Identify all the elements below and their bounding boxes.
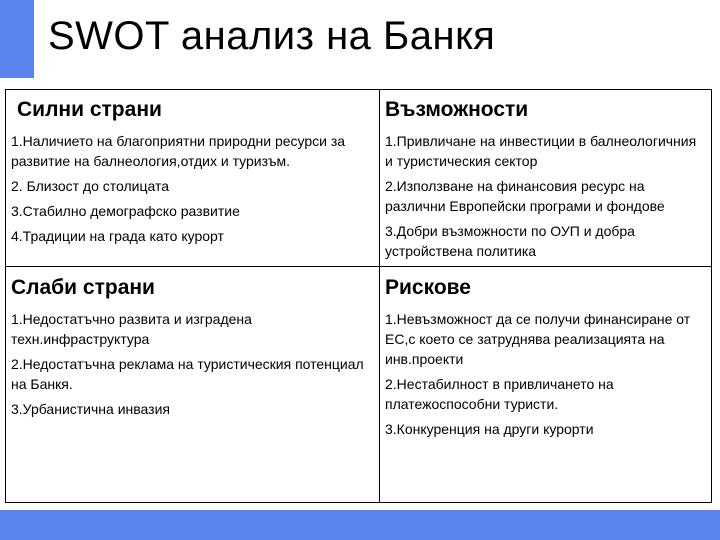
opportunities-heading: Възможности xyxy=(385,98,529,121)
strengths-cell xyxy=(6,90,380,267)
threats-cell xyxy=(380,267,712,503)
swot-row-bottom xyxy=(6,267,712,503)
strength-item: 4.Традиции на града като курорт xyxy=(11,228,224,244)
threat-item: 1.Невъзможност да се получи финансиране от ЕС,с което се затруднява реализацията на инв.проекти xyxy=(385,311,691,367)
footer-band xyxy=(0,510,720,540)
weakness-item: 1.Недостатъчно развита и изградена техн.инфраструктура xyxy=(11,311,252,347)
opportunity-item: 2.Използване на финансовия ресурс на различни Европейски програми и фондове xyxy=(385,178,665,214)
threat-item: 3.Конкуренция на други курорти xyxy=(385,421,594,437)
swot-table xyxy=(5,89,712,503)
slide-body xyxy=(0,78,720,510)
strength-item: 2. Близост до столицата xyxy=(11,178,170,194)
threats-heading: Рискове xyxy=(385,276,471,299)
opportunity-item: 3.Добри възможности по ОУП и добра устройствена политика xyxy=(385,223,635,259)
strength-item: 1.Наличието на благоприятни природни ресурси за развитие на балнеология,отдих и туризъм. xyxy=(11,133,346,169)
swot-row-top xyxy=(6,90,712,267)
opportunities-cell xyxy=(380,90,712,267)
strength-item: 3.Стабилно демографско развитие xyxy=(11,203,240,219)
strengths-heading: Силни страни xyxy=(17,98,162,121)
threat-item: 2.Нестабилност в привличането на платежоспособни туристи. xyxy=(385,376,614,412)
header-left-accent xyxy=(0,0,34,78)
weaknesses-cell xyxy=(6,267,380,503)
slide-title: SWOT анализ на Банкя xyxy=(48,14,496,58)
weakness-item: 3.Урбанистична инвазия xyxy=(11,401,170,417)
weaknesses-heading: Слаби страни xyxy=(11,276,155,299)
opportunity-item: 1.Привличане на инвестиции в балнеологичния и туристическия сектор xyxy=(385,133,697,169)
weakness-item: 2.Недостатъчна реклама на туристическия потенциал на Банкя. xyxy=(11,356,364,392)
